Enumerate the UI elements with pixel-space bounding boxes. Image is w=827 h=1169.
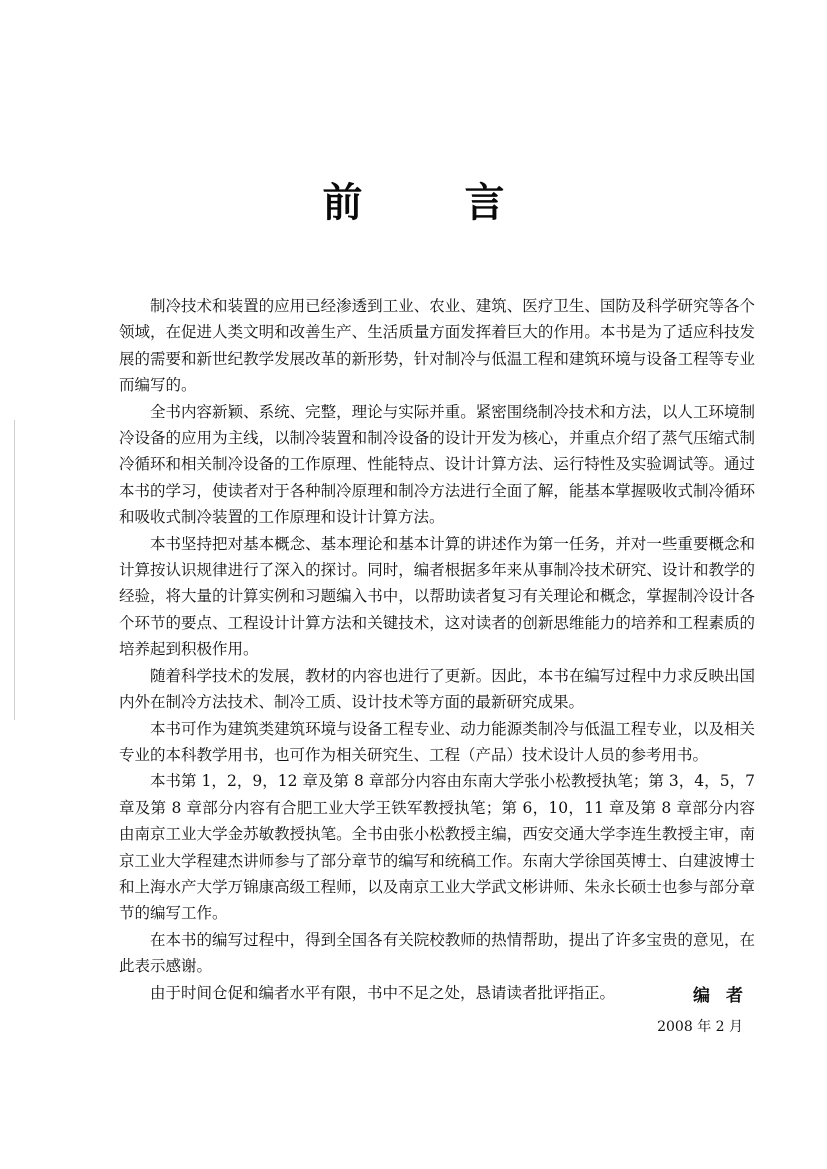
- paragraph-1: 制冷技术和装置的应用已经渗透到工业、农业、建筑、医疗卫生、国防及科学研究等各个领域，在促进人类文明和改善生产、生活质量方面发挥着巨大的作用。本书是为了适应科技发展的需要和新世纪教学发展改革的新形势，针对制冷与低温工程和建筑环境与设备工程等专业而编写的。: [119, 297, 755, 395]
- signature-author: 编者: [693, 986, 759, 1006]
- page-title: 前 言: [322, 180, 549, 226]
- paragraph-7: 在本书的编写过程中，得到全国各有关院校教师的热情帮助，提出了许多宝贵的意见，在此表示感谢。: [119, 930, 755, 976]
- paragraph-6: 本书第 1，2，9，12 章及第 8 章部分内容由东南大学张小松教授执笔；第 3，4，5，7 章及第 8 章部分内容有合肥工业大学王铁军教授执笔；第 6，10，11 章及第 8 章部分内容由南京工业大学金苏敏教授执笔。全书由张小松教授主编，西安交通大学李连生教授主审，南京工业大学程建杰讲师参与了部分章节的编写和统稿工作。东南大学徐国英博士、白建波博士和上海水产大学万锦康高级工程师，以及南京工业大学武文彬讲师、朱永长硕士也参与部分章节的编写工作。: [119, 772, 755, 923]
- paragraph-3: 本书坚持把对基本概念、基本理论和基本计算的讲述作为第一任务，并对一些重要概念和计算按认识规律进行了深入的探讨。同时，编者根据多年来从事制冷技术研究、设计和教学的经验，将大量的计算实例和习题编入书中，以帮助读者复习有关理论和概念，掌握制冷设计各个环节的要点、工程设计计算方法和关键技术，这对读者的创新思维能力的培养和工程素质的培养起到积极作用。: [119, 534, 755, 659]
- paragraph-8: 由于时间仓促和编者水平有限，书中不足之处，恳请读者批评指正。: [150, 983, 616, 1002]
- paragraph-4: 随着科学技术的发展，教材的内容也进行了更新。因此，本书在编写过程中力求反映出国内外在制冷方法技术、制冷工质、设计技术等方面的最新研究成果。: [119, 666, 755, 712]
- scan-margin-line: [14, 420, 15, 720]
- paragraph-2: 全书内容新颖、系统、完整，理论与实际并重。紧密围绕制冷技术和方法，以人工环境制冷设备的应用为主线，以制冷装置和制冷设备的设计开发为核心，并重点介绍了蒸气压缩式制冷循环和相关制冷设备的工作原理、性能特点、设计计算方法、运行特性及实验调试等。通过本书的学习，使读者对于各种制冷原理和制冷方法进行全面了解，能基本掌握吸收式制冷循环和吸收式制冷装置的工作原理和设计计算方法。: [119, 402, 755, 527]
- signature-date: 2008 年 2 月: [657, 1019, 743, 1035]
- paragraph-5: 本书可作为建筑类建筑环境与设备工程专业、动力能源类制冷与低温工程专业，以及相关专业的本科教学用书，也可作为相关研究生、工程（产品）技术设计人员的参考用书。: [119, 719, 755, 764]
- signature-block: [657, 983, 759, 1039]
- preface-body: [119, 293, 755, 1006]
